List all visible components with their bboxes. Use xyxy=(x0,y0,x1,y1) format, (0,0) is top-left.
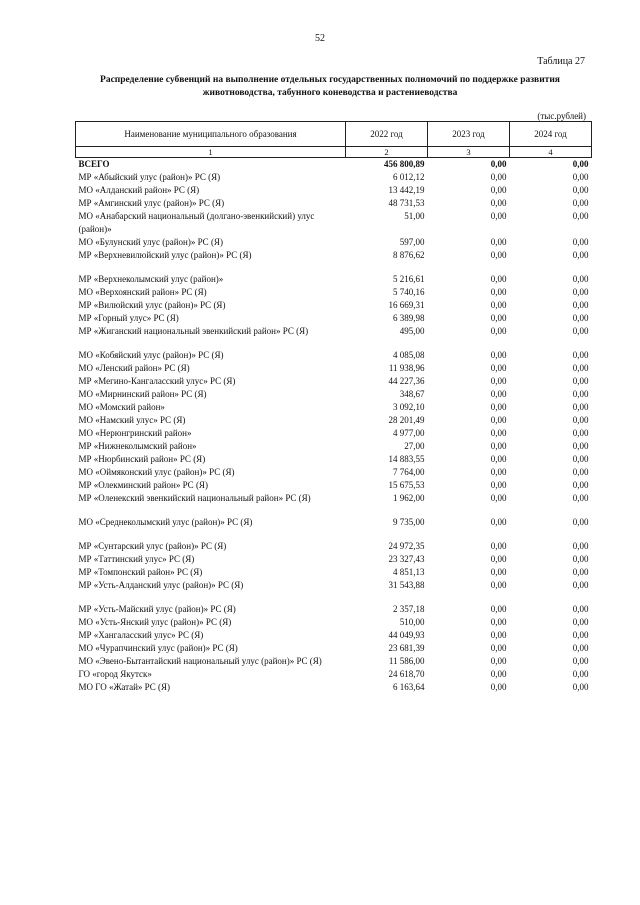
spacer-row xyxy=(76,529,592,540)
municipality-name: МР «Нижнеколымский район» xyxy=(78,441,197,451)
value-2024: 0,00 xyxy=(572,480,589,490)
value-2024: 0,00 xyxy=(572,250,589,260)
value-2023: 0,00 xyxy=(490,428,507,438)
municipality-name: МО «Мирнинский район» РС (Я) xyxy=(78,389,207,399)
value-2024: 0,00 xyxy=(572,467,589,477)
value-2023: 0,00 xyxy=(490,567,507,577)
table-body xyxy=(76,158,592,695)
table-row xyxy=(76,453,592,466)
value-2022: 23 327,43 xyxy=(388,554,425,564)
value-2022: 44 227,36 xyxy=(388,376,425,386)
municipality-name: МО «Нерюнгринский район» xyxy=(78,428,192,438)
value-2022: 15 675,53 xyxy=(388,480,425,490)
table-row xyxy=(76,325,592,338)
value-2023: 0,00 xyxy=(490,402,507,412)
value-2023: 0,00 xyxy=(490,467,507,477)
value-2024: 0,00 xyxy=(572,554,589,564)
value-2024: 0,00 xyxy=(572,493,589,503)
value-2024: 0,00 xyxy=(572,617,589,627)
value-2022: 510,00 xyxy=(399,617,425,627)
value-2024: 0,00 xyxy=(572,211,589,221)
page-number: 52 xyxy=(315,33,325,44)
value-2024: 0,00 xyxy=(572,389,589,399)
table-row xyxy=(76,479,592,492)
table-row xyxy=(76,401,592,414)
value-2023: 0,00 xyxy=(490,237,507,247)
municipality-name: МО «Намский улус» РС (Я) xyxy=(78,415,186,425)
spacer-row xyxy=(76,592,592,603)
table-row xyxy=(76,388,592,401)
value-2024: 0,00 xyxy=(572,567,589,577)
spacer-cell xyxy=(76,529,592,540)
value-2022: 9 735,00 xyxy=(393,517,425,527)
value-2022: 51,00 xyxy=(404,211,425,221)
value-2022: 24 972,35 xyxy=(388,541,425,551)
value-2022: 3 092,10 xyxy=(393,402,425,412)
table-row xyxy=(76,375,592,388)
table-row xyxy=(76,440,592,453)
column-number-row xyxy=(76,147,592,158)
table-row xyxy=(76,492,592,505)
total-row xyxy=(76,158,592,172)
subsidy-table xyxy=(75,121,592,694)
value-2024: 0,00 xyxy=(572,415,589,425)
value-2023: 0,00 xyxy=(490,300,507,310)
value-2023: 0,00 xyxy=(490,250,507,260)
value-2024: 0,00 xyxy=(572,287,589,297)
value-2022: 24 618,70 xyxy=(388,669,425,679)
value-2023: 0,00 xyxy=(490,517,507,527)
value-2024: 0,00 xyxy=(572,376,589,386)
municipality-name: МР «Томпонский район» РС (Я) xyxy=(78,567,203,577)
value-2022: 31 543,88 xyxy=(388,580,425,590)
value-2022: 597,00 xyxy=(399,237,425,247)
spacer-row xyxy=(76,262,592,273)
table-row xyxy=(76,414,592,427)
table-row xyxy=(76,286,592,299)
municipality-name: МР «Оленекский эвенкийский национальный район» РС (Я) xyxy=(78,493,311,503)
municipality-name: МО «Усть-Янский улус (район)» РС (Я) xyxy=(78,617,232,627)
table-row xyxy=(76,629,592,642)
table-row xyxy=(76,668,592,681)
value-2023: 0,00 xyxy=(490,415,507,425)
value-2022: 5 740,16 xyxy=(393,287,425,297)
value-2023: 0,00 xyxy=(490,313,507,323)
value-2023: 0,00 xyxy=(490,198,507,208)
value-2023: 0,00 xyxy=(490,541,507,551)
table-row xyxy=(76,197,592,210)
value-2022: 6 163,64 xyxy=(393,682,425,692)
value-2022: 456 800,89 xyxy=(384,159,425,169)
value-2023: 0,00 xyxy=(490,493,507,503)
column-number: 2 xyxy=(346,147,428,158)
municipality-name: МО «Булунский улус (район)» РС (Я) xyxy=(78,237,223,247)
value-2024: 0,00 xyxy=(572,669,589,679)
municipality-name: МР «Сунтарский улус (район)» РС (Я) xyxy=(78,541,227,551)
table-row xyxy=(76,681,592,694)
value-2022: 348,67 xyxy=(399,389,425,399)
municipality-name: МР «Усть-Алданский улус (район)» РС (Я) xyxy=(78,580,244,590)
municipality-name: МР «Жиганский национальный эвенкийский район» РС (Я) xyxy=(78,326,309,336)
table-row xyxy=(76,171,592,184)
value-2022: 14 883,55 xyxy=(388,454,425,464)
spacer-cell xyxy=(76,262,592,273)
value-2023: 0,00 xyxy=(490,669,507,679)
spacer-row xyxy=(76,338,592,349)
value-2024: 0,00 xyxy=(572,350,589,360)
value-2024: 0,00 xyxy=(572,198,589,208)
value-2024: 0,00 xyxy=(572,159,589,169)
table-row xyxy=(76,579,592,592)
value-2024: 0,00 xyxy=(572,363,589,373)
value-2022: 4 085,08 xyxy=(393,350,425,360)
table-row xyxy=(76,236,592,249)
header-2024: 2024 год xyxy=(510,122,592,147)
municipality-name: МР «Таттинский улус» РС (Я) xyxy=(78,554,195,564)
value-2023: 0,00 xyxy=(490,480,507,490)
table-row xyxy=(76,249,592,262)
value-2022: 8 876,62 xyxy=(393,250,425,260)
value-2022: 48 731,53 xyxy=(388,198,425,208)
table-row xyxy=(76,566,592,579)
value-2024: 0,00 xyxy=(572,682,589,692)
value-2024: 0,00 xyxy=(572,604,589,614)
table-row xyxy=(76,642,592,655)
spacer-row xyxy=(76,505,592,516)
table-row xyxy=(76,616,592,629)
value-2024: 0,00 xyxy=(572,541,589,551)
units-label: (тыс.рублей) xyxy=(537,111,586,121)
value-2023: 0,00 xyxy=(490,630,507,640)
municipality-name: ВСЕГО xyxy=(78,159,110,169)
column-number: 3 xyxy=(428,147,510,158)
column-number: 1 xyxy=(76,147,346,158)
municipality-name: МР «Вилюйский улус (район)» РС (Я) xyxy=(78,300,226,310)
municipality-name: МО «Оймяконский улус (район)» РС (Я) xyxy=(78,467,235,477)
value-2024: 0,00 xyxy=(572,643,589,653)
value-2023: 0,00 xyxy=(490,287,507,297)
municipality-name: МО «Эвено-Бытантайский национальный улус (район)» РС (Я) xyxy=(78,656,322,666)
municipality-name: МО «Ленский район» РС (Я) xyxy=(78,363,190,373)
table-row xyxy=(76,312,592,325)
document-title: Распределение субвенций на выполнение отдельных государственных полномочий по поддержке развития животноводства, табунного коневодства и растениеводства xyxy=(100,75,560,98)
value-2024: 0,00 xyxy=(572,326,589,336)
value-2022: 28 201,49 xyxy=(388,415,425,425)
municipality-name: МР «Верхнеколымский улус (район)» xyxy=(78,274,224,284)
value-2023: 0,00 xyxy=(490,682,507,692)
municipality-name: МО «Кобяйский улус (район)» РС (Я) xyxy=(78,350,224,360)
table-row xyxy=(76,273,592,286)
table-row xyxy=(76,516,592,529)
value-2023: 0,00 xyxy=(490,441,507,451)
header-row xyxy=(76,122,592,147)
value-2023: 0,00 xyxy=(490,185,507,195)
value-2022: 11 586,00 xyxy=(388,656,425,666)
table-row xyxy=(76,603,592,616)
table-row xyxy=(76,184,592,197)
value-2022: 27,00 xyxy=(404,441,425,451)
value-2023: 0,00 xyxy=(490,617,507,627)
value-2023: 0,00 xyxy=(490,656,507,666)
column-number: 4 xyxy=(510,147,592,158)
value-2024: 0,00 xyxy=(572,517,589,527)
value-2022: 495,00 xyxy=(399,326,425,336)
municipality-name: МО ГО «Жатай» РС (Я) xyxy=(78,682,171,692)
value-2022: 5 216,61 xyxy=(393,274,425,284)
municipality-name: ГО «город Якутск» xyxy=(78,669,152,679)
table-row xyxy=(76,655,592,668)
value-2024: 0,00 xyxy=(572,656,589,666)
spacer-cell xyxy=(76,592,592,603)
municipality-name: МР «Амгинский улус (район)» РС (Я) xyxy=(78,198,225,208)
value-2024: 0,00 xyxy=(572,237,589,247)
value-2023: 0,00 xyxy=(490,159,507,169)
value-2023: 0,00 xyxy=(490,350,507,360)
table-row xyxy=(76,299,592,312)
value-2022: 7 764,00 xyxy=(393,467,425,477)
value-2023: 0,00 xyxy=(490,326,507,336)
header-2023: 2023 год xyxy=(428,122,510,147)
table-row xyxy=(76,349,592,362)
value-2022: 16 669,31 xyxy=(388,300,425,310)
spacer-cell xyxy=(76,505,592,516)
value-2024: 0,00 xyxy=(572,441,589,451)
value-2023: 0,00 xyxy=(490,580,507,590)
value-2024: 0,00 xyxy=(572,402,589,412)
value-2023: 0,00 xyxy=(490,643,507,653)
value-2023: 0,00 xyxy=(490,604,507,614)
value-2023: 0,00 xyxy=(490,211,507,221)
municipality-name: МО «Момский район» xyxy=(78,402,165,412)
value-2024: 0,00 xyxy=(572,300,589,310)
value-2023: 0,00 xyxy=(490,554,507,564)
value-2024: 0,00 xyxy=(572,172,589,182)
value-2024: 0,00 xyxy=(572,428,589,438)
header-name: Наименование муниципального образования xyxy=(76,122,346,147)
table-label: Таблица 27 xyxy=(537,56,585,67)
value-2024: 0,00 xyxy=(572,313,589,323)
municipality-name: МР «Хангаласский улус» РС (Я) xyxy=(78,630,204,640)
municipality-name: МР «Усть-Майский улус (район)» РС (Я) xyxy=(78,604,236,614)
spacer-cell xyxy=(76,338,592,349)
municipality-name: МО «Чурапчинский улус (район)» РС (Я) xyxy=(78,643,238,653)
value-2022: 1 962,00 xyxy=(393,493,425,503)
value-2023: 0,00 xyxy=(490,363,507,373)
value-2022: 6 389,98 xyxy=(393,313,425,323)
municipality-name: МО «Алданский район» РС (Я) xyxy=(78,185,200,195)
municipality-name: МР «Мегино-Кангаласский улус» РС (Я) xyxy=(78,376,236,386)
value-2023: 0,00 xyxy=(490,389,507,399)
value-2023: 0,00 xyxy=(490,172,507,182)
value-2024: 0,00 xyxy=(572,630,589,640)
municipality-name: МР «Нюрбинский район» РС (Я) xyxy=(78,454,206,464)
value-2023: 0,00 xyxy=(490,376,507,386)
value-2022: 13 442,19 xyxy=(388,185,425,195)
value-2022: 4 977,00 xyxy=(393,428,425,438)
value-2023: 0,00 xyxy=(490,274,507,284)
value-2022: 6 012,12 xyxy=(393,172,425,182)
municipality-name: МР «Олекминский район» РС (Я) xyxy=(78,480,208,490)
table-row xyxy=(76,427,592,440)
table-row xyxy=(76,540,592,553)
municipality-name: МР «Верхневилюйский улус (район)» РС (Я) xyxy=(78,250,252,260)
table-row xyxy=(76,362,592,375)
value-2024: 0,00 xyxy=(572,185,589,195)
municipality-name: МР «Горный улус» РС (Я) xyxy=(78,313,179,323)
value-2024: 0,00 xyxy=(572,274,589,284)
header-2022: 2022 год xyxy=(346,122,428,147)
table-row xyxy=(76,210,592,236)
value-2022: 4 851,13 xyxy=(393,567,425,577)
value-2022: 44 049,93 xyxy=(388,630,425,640)
table-row xyxy=(76,466,592,479)
municipality-name: МО «Анабарский национальный (долгано-эвенкийский) улус (район)» xyxy=(78,211,315,234)
value-2024: 0,00 xyxy=(572,454,589,464)
value-2022: 2 357,18 xyxy=(393,604,425,614)
value-2022: 11 938,96 xyxy=(388,363,425,373)
value-2022: 23 681,39 xyxy=(388,643,425,653)
value-2023: 0,00 xyxy=(490,454,507,464)
value-2024: 0,00 xyxy=(572,580,589,590)
municipality-name: МО «Среднеколымский улус (район)» РС (Я) xyxy=(78,517,253,527)
table-row xyxy=(76,553,592,566)
municipality-name: МО «Верхоянский район» РС (Я) xyxy=(78,287,207,297)
municipality-name: МР «Абыйский улус (район)» РС (Я) xyxy=(78,172,221,182)
